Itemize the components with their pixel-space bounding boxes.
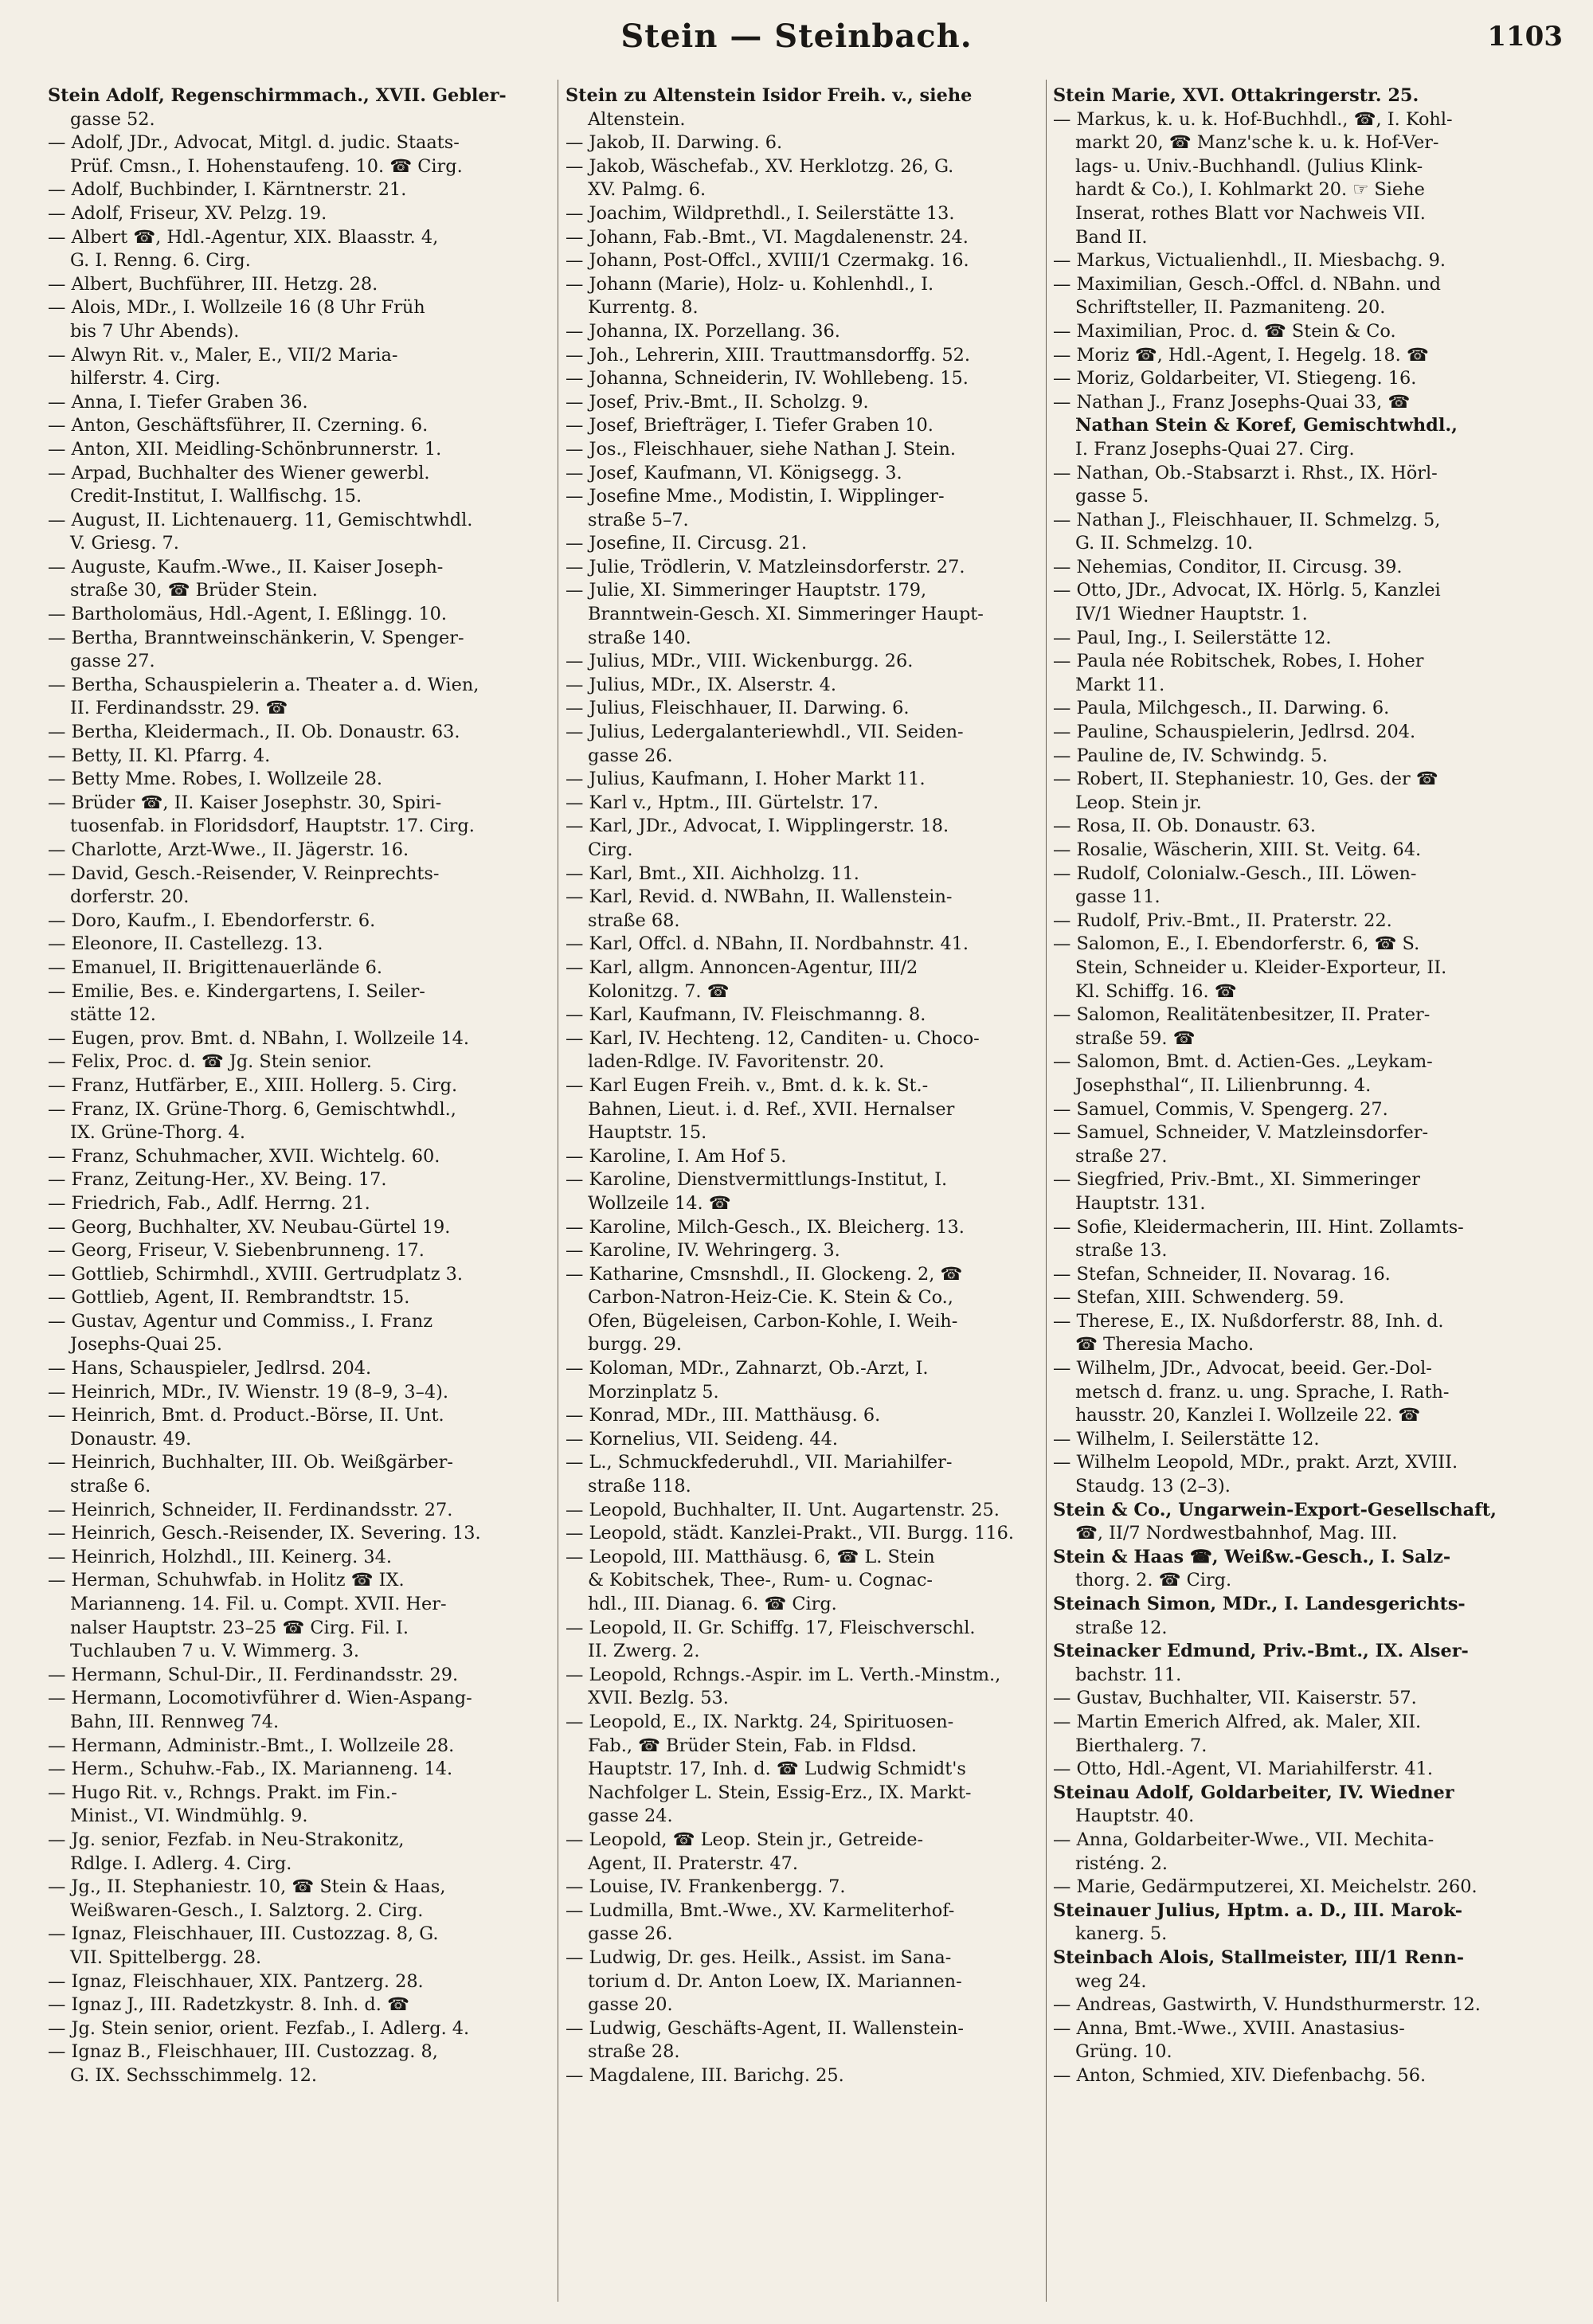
directory-entry-line: — Moriz ☎, Hdl.-Agent, I. Hegelg. 18. ☎: [1053, 344, 1429, 366]
directory-entry-line: — Anton, Schmied, XIV. Diefenbachg. 56.: [1053, 2064, 1427, 2086]
directory-entry-line: Steinach Simon, MDr., I. Landesgerichts-: [1053, 1594, 1466, 1614]
directory-entry-line: — Otto, JDr., Advocat, IX. Hörlg. 5, Kanzlei: [1053, 580, 1441, 601]
directory-entry-line: Leop. Stein jr.: [1075, 792, 1202, 813]
directory-entry-line: — Julius, Ledergalanteriewhdl., VII. Seiden-: [566, 722, 964, 743]
directory-entry-line: — Karl Eugen Freih. v., Bmt. d. k. k. St.-: [566, 1074, 929, 1096]
directory-entry-line: Band II.: [1075, 226, 1148, 248]
directory-entry-line: straße 27.: [1075, 1145, 1168, 1167]
directory-entry-line: — Friedrich, Fab., Adlf. Herrng. 21.: [48, 1192, 370, 1214]
directory-entry-line: — Anna, Bmt.-Wwe., XVIII. Anastasius-: [1053, 2017, 1405, 2039]
directory-entry-line: Marianneng. 14. Fil. u. Compt. XVII. Her-: [70, 1594, 447, 1614]
directory-entry-line: — Herman, Schuhwfab. in Holitz ☎ IX.: [48, 1570, 405, 1591]
directory-entry-line: — Hermann, Locomotivführer d. Wien-Aspang-: [48, 1688, 472, 1709]
directory-entry-line: II. Ferdinandsstr. 29. ☎: [70, 698, 288, 719]
directory-entry-line: gasse 20.: [588, 1994, 673, 2016]
directory-entry-line: G. I. Renng. 6. Cirg.: [70, 250, 251, 272]
directory-entry-line: straße 30, ☎ Brüder Stein.: [70, 580, 318, 601]
directory-entry-line: — Markus, k. u. k. Hof-Buchhdl., ☎, I. Kohl-: [1053, 108, 1453, 130]
page-title: Stein — Steinbach.: [620, 18, 973, 55]
directory-entry-line: — Johann, Post-Offcl., XVIII/1 Czermakg. 16.: [566, 250, 969, 272]
directory-entry-line: hausstr. 20, Kanzlei I. Wollzeile 22. ☎: [1075, 1405, 1421, 1426]
directory-entry-line: Carbon-Natron-Heiz-Cie. K. Stein & Co.,: [588, 1287, 953, 1309]
directory-entry-line: — Rudolf, Priv.-Bmt., II. Praterstr. 22.: [1053, 910, 1392, 931]
directory-entry-line: — Maximilian, Proc. d. ☎ Stein & Co.: [1053, 320, 1396, 342]
directory-entry-line: — Alois, MDr., I. Wollzeile 16 (8 Uhr Früh: [48, 297, 425, 319]
directory-entry-line: — Paula, Milchgesch., II. Darwing. 6.: [1053, 698, 1390, 719]
directory-entry-line: — Hugo Rit. v., Rchngs. Prakt. im Fin.-: [48, 1782, 397, 1803]
directory-entry-line: — Franz, Schuhmacher, XVII. Wichtelg. 60.: [48, 1145, 440, 1167]
directory-entry-line: Stein zu Altenstein Isidor Freih. v., siehe: [566, 85, 973, 106]
directory-entry-line: — Josef, Briefträger, I. Tiefer Graben 10.: [566, 415, 933, 436]
directory-entry-line: — David, Gesch.-Reisender, V. Reinprechts-: [48, 863, 440, 884]
directory-entry-line: gasse 52.: [70, 108, 155, 130]
directory-entry-line: — Bertha, Schauspielerin a. Theater a. d. Wien,: [48, 674, 479, 695]
directory-entry-line: IX. Grüne-Thorg. 4.: [70, 1122, 245, 1144]
directory-entry-line: Stein & Haas ☎, Weißw.-Gesch., I. Salz-: [1053, 1546, 1451, 1567]
directory-entry-line: — Jg., II. Stephaniestr. 10, ☎ Stein & Haas,: [48, 1876, 446, 1898]
directory-entry-line: — Bartholomäus, Hdl.-Agent, I. Eßlingg. 10.: [48, 604, 448, 625]
directory-entry-line: — Salomon, Bmt. d. Actien-Ges. „Leykam-: [1053, 1051, 1433, 1073]
directory-entry-line: — Albert, Buchführer, III. Hetzg. 28.: [48, 273, 378, 295]
directory-entry-line: — Betty Mme. Robes, I. Wollzeile 28.: [48, 769, 382, 790]
directory-entry-line: — Leopold, städt. Kanzlei-Prakt., VII. Burgg. 116.: [566, 1523, 1014, 1544]
directory-entry-line: — Doro, Kaufm., I. Ebendorferstr. 6.: [48, 910, 376, 931]
directory-entry-line: — Alwyn Rit. v., Maler, E., VII/2 Maria-: [48, 344, 398, 366]
directory-entry-line: — Nathan J., Franz Josephs-Quai 33, ☎: [1053, 391, 1411, 413]
directory-entry-line: straße 12.: [1075, 1617, 1168, 1638]
directory-entry-line: — Johann, Fab.-Bmt., VI. Magdalenenstr. 24.: [566, 226, 969, 248]
directory-entry-line: — Anna, Goldarbeiter-Wwe., VII. Mechita-: [1053, 1829, 1434, 1850]
directory-entry-line: — Albert ☎, Hdl.-Agentur, XIX. Blaasstr. 4,: [48, 226, 439, 248]
directory-entry-line: metsch d. franz. u. ung. Sprache, I. Rath-: [1075, 1381, 1450, 1403]
directory-entry-line: — Pauline de, IV. Schwindg. 5.: [1053, 745, 1328, 766]
directory-entry-line: — Heinrich, Holzhdl., III. Keinerg. 34.: [48, 1546, 393, 1567]
directory-entry-line: — Samuel, Commis, V. Spengerg. 27.: [1053, 1098, 1388, 1120]
directory-entry-line: — Leopold, E., IX. Narktg. 24, Spirituosen-: [566, 1711, 954, 1732]
directory-entry-line: tuosenfab. in Floridsdorf, Hauptstr. 17. Cirg.: [70, 816, 475, 837]
directory-entry-line: XV. Palmg. 6.: [588, 179, 706, 201]
directory-entry-line: ☎, II/7 Nordwestbahnhof, Mag. III.: [1075, 1523, 1398, 1544]
page-header: [0, 18, 1593, 65]
directory-entry-line: — Salomon, Realitätenbesitzer, II. Prater-: [1053, 1004, 1431, 1026]
directory-entry-line: Rdlge. I. Adlerg. 4. Cirg.: [70, 1853, 292, 1874]
directory-entry-line: — Jg. senior, Fezfab. in Neu-Strakonitz,: [48, 1829, 405, 1850]
directory-entry-line: straße 140.: [588, 627, 691, 648]
directory-entry-line: stätte 12.: [70, 1004, 156, 1026]
directory-entry-line: gasse 11.: [1075, 886, 1161, 908]
directory-entry-line: — Karl, Offcl. d. NBahn, II. Nordbahnstr. 41.: [566, 933, 969, 955]
directory-entry-line: — Louise, IV. Frankenbergg. 7.: [566, 1876, 846, 1898]
directory-entry-line: — Karl, IV. Hechteng. 12, Canditen- u. Choco-: [566, 1027, 980, 1049]
directory-entry-line: Credit-Institut, I. Wallfischg. 15.: [70, 486, 362, 507]
directory-entry-line: — Magdalene, III. Barichg. 25.: [566, 2064, 844, 2086]
directory-entry-line: — Ludwig, Geschäfts-Agent, II. Wallenstein-: [566, 2017, 964, 2039]
directory-entry-line: Markt 11.: [1075, 674, 1165, 695]
directory-entry-line: V. Griesg. 7.: [70, 533, 179, 554]
directory-entry-line: Weißwaren-Gesch., I. Salztorg. 2. Cirg.: [70, 1899, 424, 1921]
directory-entry-line: Stein Adolf, Regenschirmmach., XVII. Gebler-: [48, 85, 507, 106]
directory-column-3: [1053, 84, 1563, 2087]
directory-entry-line: — Andreas, Gastwirth, V. Hundsthurmerstr. 12.: [1053, 1994, 1481, 2016]
directory-entry-line: G. IX. Sechsschimmelg. 12.: [70, 2064, 318, 2086]
directory-entry-line: Ofen, Bügeleisen, Carbon-Kohle, I. Weih-: [588, 1310, 958, 1332]
directory-entry-line: — Johanna, IX. Porzellang. 36.: [566, 320, 840, 342]
directory-entry-line: — Koloman, MDr., Zahnarzt, Ob.-Arzt, I.: [566, 1358, 929, 1379]
directory-entry-line: gasse 24.: [588, 1806, 673, 1827]
directory-entry-line: Morzinplatz 5.: [588, 1381, 719, 1403]
directory-entry-line: Nathan Stein & Koref, Gemischtwhdl.,: [1075, 415, 1458, 436]
directory-entry-line: bis 7 Uhr Abends).: [70, 320, 240, 342]
directory-entry-line: IV/1 Wiedner Hauptstr. 1.: [1075, 604, 1308, 625]
directory-entry-line: straße 5–7.: [588, 509, 689, 530]
directory-entry-line: — Otto, Hdl.-Agent, VI. Mariahilferstr. 41.: [1053, 1759, 1433, 1780]
directory-entry-line: — Arpad, Buchhalter des Wiener gewerbl.: [48, 462, 430, 483]
directory-entry-line: dorferstr. 20.: [70, 886, 190, 908]
directory-entry-line: — Julius, Fleischhauer, II. Darwing. 6.: [566, 698, 910, 719]
directory-entry-line: — Anton, Geschäftsführer, II. Czerning. 6.: [48, 415, 429, 436]
directory-entry-line: — Karl, Bmt., XII. Aichholzg. 11.: [566, 863, 859, 884]
directory-entry-line: Bahn, III. Rennweg 74.: [70, 1711, 280, 1732]
directory-entry-line: Agent, II. Praterstr. 47.: [588, 1853, 798, 1874]
directory-entry-line: — Rudolf, Colonialw.-Gesch., III. Löwen-: [1053, 863, 1417, 884]
directory-entry-line: & Kobitschek, Thee-, Rum- u. Cognac-: [588, 1570, 933, 1591]
directory-entry-line: — Auguste, Kaufm.-Wwe., II. Kaiser Joseph-: [48, 556, 444, 577]
directory-entry-line: Steinbach Alois, Stallmeister, III/1 Renn-: [1053, 1946, 1465, 1968]
directory-entry-line: I. Franz Josephs-Quai 27. Cirg.: [1075, 438, 1355, 460]
directory-entry-line: Nachfolger L. Stein, Essig-Erz., IX. Markt-: [588, 1782, 972, 1803]
directory-entry-line: — Eugen, prov. Bmt. d. NBahn, I. Wollzeile 14.: [48, 1027, 469, 1049]
directory-entry-line: — Karoline, IV. Wehringerg. 3.: [566, 1240, 840, 1262]
directory-entry-line: G. II. Schmelzg. 10.: [1075, 533, 1254, 554]
directory-entry-line: — Georg, Friseur, V. Siebenbrunneng. 17.: [48, 1240, 425, 1262]
directory-entry-line: — Karoline, I. Am Hof 5.: [566, 1145, 787, 1167]
directory-entry-line: — Karoline, Dienstvermittlungs-Institut, I.: [566, 1169, 948, 1191]
directory-entry-line: — Samuel, Schneider, V. Matzleinsdorfer-: [1053, 1122, 1429, 1144]
directory-entry-line: gasse 5.: [1075, 486, 1149, 507]
directory-entry-line: — Leopold, Rchngs.-Aspir. im L. Verth.-Minstm.,: [566, 1664, 1001, 1685]
directory-entry-line: — Josefine, II. Circusg. 21.: [566, 533, 808, 554]
directory-entry-line: — Nathan J., Fleischhauer, II. Schmelzg. 5,: [1053, 509, 1441, 530]
directory-entry-line: — Jg. Stein senior, orient. Fezfab., I. Adlerg. 4.: [48, 2017, 470, 2039]
directory-entry-line: straße 6.: [70, 1476, 151, 1497]
directory-entry-line: Branntwein-Gesch. XI. Simmeringer Haupt-: [588, 604, 984, 625]
directory-entry-line: — Adolf, Buchbinder, I. Kärntnerstr. 21.: [48, 179, 407, 201]
directory-entry-line: — Heinrich, Buchhalter, III. Ob. Weißgärber-: [48, 1452, 453, 1473]
directory-entry-line: — Julius, MDr., IX. Alserstr. 4.: [566, 674, 836, 695]
directory-entry-line: — Hans, Schauspieler, Jedlrsd. 204.: [48, 1358, 372, 1379]
directory-entry-line: — Stefan, XIII. Schwenderg. 59.: [1053, 1287, 1344, 1309]
directory-entry-line: straße 13.: [1075, 1240, 1168, 1262]
directory-entry-line: — Felix, Proc. d. ☎ Jg. Stein senior.: [48, 1051, 372, 1073]
directory-entry-line: hdl., III. Dianag. 6. ☎ Cirg.: [588, 1594, 837, 1614]
directory-entry-line: II. Zwerg. 2.: [588, 1641, 700, 1662]
directory-entry-line: — Josef, Priv.-Bmt., II. Scholzg. 9.: [566, 391, 869, 413]
directory-entry-line: — Sofie, Kleidermacherin, III. Hint. Zollamts-: [1053, 1216, 1464, 1238]
directory-entry-line: Bahnen, Lieut. i. d. Ref., XVII. Hernalser: [588, 1098, 955, 1120]
directory-entry-line: — Rosa, II. Ob. Donaustr. 63.: [1053, 816, 1316, 837]
directory-entry-line: — Franz, Zeitung-Her., XV. Being. 17.: [48, 1169, 387, 1191]
directory-entry-line: — Charlotte, Arzt-Wwe., II. Jägerstr. 16.: [48, 839, 409, 860]
directory-entry-line: Altenstein.: [588, 108, 686, 130]
directory-entry-line: — Adolf, Friseur, XV. Pelzg. 19.: [48, 202, 327, 224]
directory-entry-line: — Stefan, Schneider, II. Novarag. 16.: [1053, 1263, 1391, 1285]
directory-entry-line: Stein & Co., Ungarwein-Export-Gesellschaft,: [1053, 1499, 1497, 1520]
directory-entry-line: — Konrad, MDr., III. Matthäusg. 6.: [566, 1405, 881, 1426]
directory-entry-line: — Johann (Marie), Holz- u. Kohlenhdl., I.: [566, 273, 934, 295]
directory-entry-line: — Salomon, E., I. Ebendorferstr. 6, ☎ S.: [1053, 933, 1420, 955]
directory-entry-line: — Karl, Kaufmann, IV. Fleischmanng. 8.: [566, 1004, 926, 1026]
directory-entry-line: gasse 26.: [588, 1923, 673, 1945]
directory-entry-line: Stein Marie, XVI. Ottakringerstr. 25.: [1053, 85, 1419, 106]
directory-entry-line: — Heinrich, Gesch.-Reisender, IX. Severing. 13.: [48, 1523, 481, 1544]
directory-entry-line: — Julie, Trödlerin, V. Matzleinsdorferstr. 27.: [566, 556, 965, 577]
directory-entry-line: — Leopold, III. Matthäusg. 6, ☎ L. Stein: [566, 1546, 935, 1567]
directory-entry-line: — Heinrich, Bmt. d. Product.-Börse, II. Unt.: [48, 1405, 444, 1426]
directory-entry-line: — Jakob, Wäschefab., XV. Herklotzg. 26, G.: [566, 155, 954, 177]
directory-entry-line: — Anton, XII. Meidling-Schönbrunnerstr. 1.: [48, 438, 442, 460]
directory-entry-line: Prüf. Cmsn., I. Hohenstaufeng. 10. ☎ Cirg.: [70, 155, 463, 177]
directory-entry-line: bachstr. 11.: [1075, 1664, 1182, 1685]
page-number: 1103: [1487, 21, 1563, 53]
directory-entry-line: weg 24.: [1075, 1970, 1147, 1992]
directory-entry-line: Kurrentg. 8.: [588, 297, 699, 319]
directory-entry-line: — Ignaz B., Fleischhauer, III. Custozzag. 8,: [48, 2041, 438, 2063]
directory-entry-line: straße 28.: [588, 2041, 680, 2063]
directory-entry-line: lags- u. Univ.-Buchhandl. (Julius Klink-: [1075, 155, 1423, 177]
directory-entry-line: gasse 27.: [70, 651, 155, 672]
directory-entry-line: — Nathan, Ob.-Stabsarzt i. Rhst., IX. Hörl-: [1053, 462, 1438, 483]
directory-entry-line: — Gustav, Agentur und Commiss., I. Franz: [48, 1310, 433, 1332]
directory-entry-line: — Bertha, Branntweinschänkerin, V. Spenger-: [48, 627, 464, 648]
directory-entry-line: hilferstr. 4. Cirg.: [70, 368, 221, 389]
directory-entry-line: — Markus, Victualienhdl., II. Miesbachg. 9.: [1053, 250, 1446, 272]
directory-entry-line: — Julius, Kaufmann, I. Hoher Markt 11.: [566, 769, 926, 790]
directory-entry-line: — Bertha, Kleidermach., II. Ob. Donaustr. 63.: [48, 722, 460, 743]
directory-entry-line: straße 68.: [588, 910, 680, 931]
directory-entry-line: Inserat, rothes Blatt vor Nachweis VII.: [1075, 202, 1426, 224]
directory-entry-line: Wollzeile 14. ☎: [588, 1192, 731, 1214]
directory-entry-line: — Joh., Lehrerin, XIII. Trauttmansdorffg. 52.: [566, 344, 970, 366]
directory-entry-line: — Hermann, Schul-Dir., II. Ferdinandsstr. 29.: [48, 1664, 459, 1685]
directory-entry-line: Hauptstr. 40.: [1075, 1806, 1195, 1827]
directory-entry-line: laden-Rdlge. IV. Favoritenstr. 20.: [588, 1051, 885, 1073]
directory-entry-line: — Kornelius, VII. Seideng. 44.: [566, 1428, 838, 1450]
directory-entry-line: Tuchlauben 7 u. V. Wimmerg. 3.: [70, 1641, 360, 1662]
directory-entry-line: — Brüder ☎, II. Kaiser Josephstr. 30, Spiri-: [48, 792, 442, 813]
directory-entry-line: — Ignaz, Fleischhauer, III. Custozzag. 8, G.: [48, 1923, 439, 1945]
directory-entry-line: — Therese, E., IX. Nußdorferstr. 88, Inh. d.: [1053, 1310, 1444, 1332]
directory-entry-line: — Herm., Schuhw.-Fab., IX. Marianneng. 14.: [48, 1759, 453, 1780]
directory-entry-line: — Ludwig, Dr. ges. Heilk., Assist. im Sana-: [566, 1946, 952, 1968]
directory-entry-line: — Emanuel, II. Brigittenauerlände 6.: [48, 957, 383, 978]
directory-entry-line: — Adolf, JDr., Advocat, Mitgl. d. judic. Staats-: [48, 132, 460, 154]
directory-entry-line: — Ignaz J., III. Radetzkystr. 8. Inh. d. ☎: [48, 1994, 409, 2016]
directory-entry-line: — Josefine Mme., Modistin, I. Wipplinger-: [566, 486, 945, 507]
directory-entry-line: thorg. 2. ☎ Cirg.: [1075, 1570, 1232, 1591]
directory-entry-line: — Julie, XI. Simmeringer Hauptstr. 179,: [566, 580, 927, 601]
directory-entry-line: torium d. Dr. Anton Loew, IX. Mariannen-: [588, 1970, 962, 1992]
directory-entry-line: — Robert, II. Stephaniestr. 10, Ges. der ☎: [1053, 769, 1438, 790]
directory-entry-line: Steinau Adolf, Goldarbeiter, IV. Wiedner: [1053, 1782, 1454, 1803]
directory-entry-line: — Wilhelm, I. Seilerstätte 12.: [1053, 1428, 1320, 1450]
directory-entry-line: — Karl, allgm. Annoncen-Agentur, III/2: [566, 957, 918, 978]
directory-entry-line: Josephsthal“, II. Lilienbrunng. 4.: [1075, 1074, 1372, 1096]
directory-entry-line: — Ignaz, Fleischhauer, XIX. Pantzerg. 28.: [48, 1970, 424, 1992]
directory-entry-line: — L., Schmuckfederuhdl., VII. Mariahilfer-: [566, 1452, 953, 1473]
directory-entry-line: — Georg, Buchhalter, XV. Neubau-Gürtel 19.: [48, 1216, 451, 1238]
directory-entry-line: — Joachim, Wildprethdl., I. Seilerstätte 13.: [566, 202, 955, 224]
directory-entry-line: Grüng. 10.: [1075, 2041, 1172, 2063]
directory-entry-line: — Franz, IX. Grüne-Thorg. 6, Gemischtwhdl.,: [48, 1098, 456, 1120]
directory-entry-line: gasse 26.: [588, 745, 673, 766]
directory-entry-line: Minist., VI. Windmühlg. 9.: [70, 1806, 308, 1827]
directory-entry-line: — Katharine, Cmsnshdl., II. Glockeng. 2, ☎: [566, 1263, 963, 1285]
directory-entry-line: — Rosalie, Wäscherin, XIII. St. Veitg. 64.: [1053, 839, 1422, 860]
directory-entry-line: — Josef, Kaufmann, VI. Königsegg. 3.: [566, 462, 902, 483]
directory-entry-line: Kolonitzg. 7. ☎: [588, 980, 730, 1002]
directory-entry-line: — Moriz, Goldarbeiter, VI. Stiegeng. 16.: [1053, 368, 1417, 389]
directory-entry-line: — Anna, I. Tiefer Graben 36.: [48, 391, 308, 413]
directory-entry-line: — Karl v., Hptm., III. Gürtelstr. 17.: [566, 792, 879, 813]
directory-entry-line: — Leopold, ☎ Leop. Stein jr., Getreide-: [566, 1829, 924, 1850]
directory-entry-line: — Leopold, II. Gr. Schiffg. 17, Fleischverschl.: [566, 1617, 976, 1638]
directory-entry-line: — Gottlieb, Agent, II. Rembrandtstr. 15.: [48, 1287, 410, 1309]
directory-entry-line: Hauptstr. 15.: [588, 1122, 707, 1144]
directory-entry-line: Schriftsteller, II. Pazmaniteng. 20.: [1075, 297, 1386, 319]
directory-entry-line: — Johanna, Schneiderin, IV. Wohllebeng. 15.: [566, 368, 969, 389]
directory-entry-line: — Heinrich, Schneider, II. Ferdinandsstr. 27.: [48, 1499, 453, 1520]
directory-entry-line: — Jos., Fleischhauer, siehe Nathan J. Stein.: [566, 438, 956, 460]
directory-entry-line: Stein, Schneider u. Kleider-Exporteur, II.: [1075, 957, 1447, 978]
directory-entry-line: hardt & Co.), I. Kohlmarkt 20. ☞ Siehe: [1075, 179, 1425, 201]
directory-entry-line: Fab., ☎ Brüder Stein, Fab. in Fldsd.: [588, 1735, 918, 1756]
directory-entry-line: markt 20, ☎ Manz'sche k. u. k. Hof-Ver-: [1075, 132, 1439, 154]
directory-entry-line: — Wilhelm Leopold, MDr., prakt. Arzt, XVIII.: [1053, 1452, 1458, 1473]
directory-entry-line: — August, II. Lichtenauerg. 11, Gemischtwhdl.: [48, 509, 473, 530]
directory-column-2: [566, 84, 1075, 2087]
directory-entry-line: — Julius, MDr., VIII. Wickenburgg. 26.: [566, 651, 914, 672]
directory-entry-line: Cirg.: [588, 839, 633, 860]
directory-entry-line: — Jakob, II. Darwing. 6.: [566, 132, 783, 154]
directory-entry-line: — Marie, Gedärmputzerei, XI. Meichelstr. 260.: [1053, 1876, 1478, 1898]
directory-entry-line: — Gottlieb, Schirmhdl., XVIII. Gertrudplatz 3.: [48, 1263, 463, 1285]
directory-entry-line: — Wilhelm, JDr., Advocat, beeid. Ger.-Dol-: [1053, 1358, 1432, 1379]
directory-column-1: [48, 84, 558, 2087]
directory-entry-line: — Emilie, Bes. e. Kindergartens, I. Seiler-: [48, 980, 425, 1002]
directory-entry-line: — Pauline, Schauspielerin, Jedlrsd. 204.: [1053, 722, 1416, 743]
directory-entry-line: Kl. Schiffg. 16. ☎: [1075, 980, 1237, 1002]
directory-entry-line: — Ludmilla, Bmt.-Wwe., XV. Karmeliterhof-: [566, 1899, 955, 1921]
directory-entry-line: Steinauer Julius, Hptm. a. D., III. Marok-: [1053, 1899, 1462, 1921]
directory-entry-line: — Paula née Robitschek, Robes, I. Hoher: [1053, 651, 1424, 672]
directory-entry-line: burgg. 29.: [588, 1334, 682, 1356]
directory-entry-line: — Franz, Hutfärber, E., XIII. Hollerg. 5. Cirg.: [48, 1074, 458, 1096]
directory-entry-line: — Hermann, Administr.-Bmt., I. Wollzeile 28.: [48, 1735, 455, 1756]
directory-entry-line: — Paul, Ing., I. Seilerstätte 12.: [1053, 627, 1332, 648]
directory-entry-line: kanerg. 5.: [1075, 1923, 1168, 1945]
directory-entry-line: — Maximilian, Gesch.-Offcl. d. NBahn. und: [1053, 273, 1441, 295]
directory-entry-line: ☎ Theresia Macho.: [1075, 1334, 1254, 1356]
directory-entry-line: VII. Spittelbergg. 28.: [70, 1946, 262, 1968]
directory-entry-line: — Eleonore, II. Castellezg. 13.: [48, 933, 323, 955]
directory-entry-line: — Martin Emerich Alfred, ak. Maler, XII.: [1053, 1711, 1422, 1732]
directory-entry-line: straße 59. ☎: [1075, 1027, 1196, 1049]
directory-entry-line: — Betty, II. Kl. Pfarrg. 4.: [48, 745, 271, 766]
directory-entry-line: Donaustr. 49.: [70, 1428, 192, 1450]
directory-entry-line: — Siegfried, Priv.-Bmt., XI. Simmeringer: [1053, 1169, 1421, 1191]
directory-entry-line: Bierthalerg. 7.: [1075, 1735, 1207, 1756]
directory-entry-line: — Karl, JDr., Advocat, I. Wipplingerstr. 18.: [566, 816, 949, 837]
directory-entry-line: risténg. 2.: [1075, 1853, 1168, 1874]
directory-entry-line: straße 118.: [588, 1476, 691, 1497]
directory-entry-line: Josephs-Quai 25.: [70, 1334, 223, 1356]
directory-entry-line: — Karoline, Milch-Gesch., IX. Bleicherg. 13.: [566, 1216, 965, 1238]
directory-entry-line: Steinacker Edmund, Priv.-Bmt., IX. Alser-: [1053, 1641, 1469, 1662]
directory-entry-line: — Nehemias, Conditor, II. Circusg. 39.: [1053, 556, 1403, 577]
directory-entry-line: — Leopold, Buchhalter, II. Unt. Augartenstr. 25.: [566, 1499, 1000, 1520]
directory-entry-line: nalser Hauptstr. 23–25 ☎ Cirg. Fil. I.: [70, 1617, 409, 1638]
directory-entry-line: XVII. Bezlg. 53.: [588, 1688, 729, 1709]
directory-entry-line: Hauptstr. 17, Inh. d. ☎ Ludwig Schmidt's: [588, 1759, 966, 1780]
directory-entry-line: Hauptstr. 131.: [1075, 1192, 1206, 1214]
directory-entry-line: — Karl, Revid. d. NWBahn, II. Wallenstein-: [566, 886, 953, 908]
directory-entry-line: — Gustav, Buchhalter, VII. Kaiserstr. 57.: [1053, 1688, 1417, 1709]
directory-entry-line: Staudg. 13 (2–3).: [1075, 1476, 1231, 1497]
directory-entry-line: — Heinrich, MDr., IV. Wienstr. 19 (8–9, 3–4).: [48, 1381, 448, 1403]
